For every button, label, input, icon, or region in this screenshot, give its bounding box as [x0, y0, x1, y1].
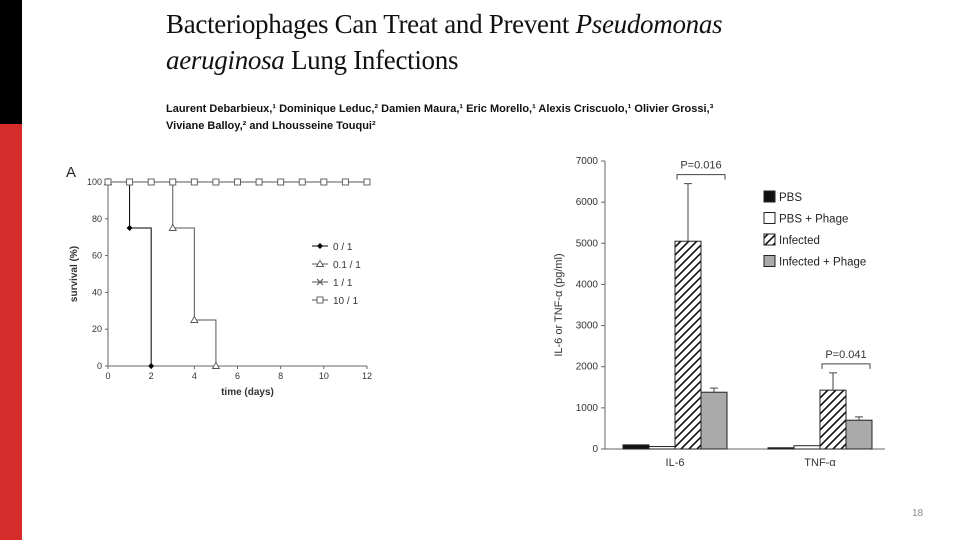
panel-label: A	[66, 164, 77, 181]
legend-marker	[317, 243, 323, 249]
legend-label: PBS + Phage	[779, 213, 849, 226]
data-point	[127, 179, 133, 185]
y-tick-label: 2000	[575, 361, 598, 373]
data-point	[364, 179, 370, 185]
x-tick-label: 2	[148, 371, 154, 381]
legend-label: PBS	[779, 192, 803, 204]
cytokine-bar-chart	[545, 145, 890, 470]
y-tick-label: 20	[91, 324, 102, 335]
y-tick-label: 0	[96, 361, 102, 371]
y-axis-label: IL-6 or TNF-α (pg/ml)	[553, 253, 565, 357]
accent-bar-black	[0, 0, 22, 124]
bar	[701, 392, 727, 449]
bar	[846, 420, 872, 449]
title-italic-1: Pseudomonas	[575, 9, 723, 39]
bar	[768, 448, 794, 449]
series-group	[105, 179, 220, 369]
x-tick-label: 4	[191, 371, 197, 381]
title-line-2	[166, 42, 866, 78]
data-point	[127, 225, 133, 231]
title-italic-2: aeruginosa	[166, 45, 285, 75]
y-tick-label: 40	[91, 287, 102, 298]
series-line	[108, 182, 216, 366]
data-point	[191, 179, 197, 185]
legend-label: 0 / 1	[333, 242, 353, 253]
legend-swatch	[764, 213, 775, 224]
y-tick-label: 5000	[575, 238, 598, 250]
legend-label: 0.1 / 1	[333, 260, 361, 271]
y-axis-label: survival (%)	[69, 245, 80, 303]
page-number: 18	[912, 508, 924, 519]
data-point	[278, 179, 284, 185]
significance-bracket	[677, 175, 725, 180]
x-tick-label: 10	[318, 371, 329, 381]
author-list	[166, 101, 713, 135]
y-tick-label: 3000	[575, 320, 598, 332]
legend-label: 1 / 1	[333, 278, 353, 289]
legend-swatch	[764, 256, 775, 267]
title-line-1	[166, 6, 866, 42]
legend-swatch	[764, 234, 775, 245]
legend-swatch	[764, 191, 775, 202]
x-tick-label: 12	[361, 371, 373, 381]
data-point	[105, 179, 111, 185]
title-text-1: Bacteriophages Can Treat and Prevent	[166, 9, 576, 39]
y-tick-label: 4000	[575, 279, 598, 291]
survival-chart	[60, 155, 390, 405]
y-tick-label: 7000	[575, 156, 598, 167]
data-point	[342, 179, 348, 185]
y-tick-label: 0	[592, 444, 598, 455]
bar	[675, 241, 701, 449]
y-tick-label: 60	[91, 250, 102, 261]
x-axis-label: time (days)	[221, 387, 274, 398]
bar	[623, 445, 649, 449]
series-line	[108, 182, 151, 366]
legend-label: 10 / 1	[333, 296, 359, 307]
series-group	[105, 179, 154, 369]
y-tick-label: 1000	[575, 402, 598, 414]
data-point	[213, 179, 219, 185]
data-point	[148, 179, 154, 185]
legend-label: Infected	[779, 235, 820, 247]
x-category-label: IL-6	[665, 457, 685, 469]
x-tick-label: 6	[234, 371, 241, 381]
data-point	[235, 179, 241, 185]
x-tick-label: 0	[105, 371, 111, 381]
slide-title	[166, 6, 866, 78]
bar	[820, 390, 846, 449]
data-point	[256, 179, 262, 185]
bar	[794, 446, 820, 449]
p-value-annotation: P=0.016	[680, 159, 722, 172]
data-point	[148, 363, 154, 369]
data-point	[321, 179, 327, 185]
y-tick-label: 6000	[575, 197, 598, 209]
accent-bar-red	[0, 124, 22, 540]
authors-line-1: Laurent Debarbieux,¹ Dominique Leduc,² Damien Maura,¹ Eric Morello,¹ Alexis Criscuolo,¹ Olivier Grossi,³	[166, 103, 714, 115]
bar	[649, 447, 675, 449]
y-tick-label: 80	[91, 213, 102, 224]
x-category-label: TNF-α	[804, 457, 836, 469]
significance-bracket	[822, 364, 870, 369]
x-tick-label: 8	[278, 371, 284, 381]
legend-marker	[317, 297, 323, 303]
series-group	[105, 179, 370, 185]
data-point	[299, 179, 305, 185]
p-value-annotation: P=0.041	[825, 348, 867, 361]
y-tick-label: 100	[86, 177, 102, 187]
authors-line-2: Viviane Balloy,² and Lhousseine Touqui²	[166, 120, 376, 132]
title-text-2: Lung Infections	[284, 45, 459, 75]
legend-label: Infected + Phage	[779, 256, 867, 269]
data-point	[170, 179, 176, 185]
